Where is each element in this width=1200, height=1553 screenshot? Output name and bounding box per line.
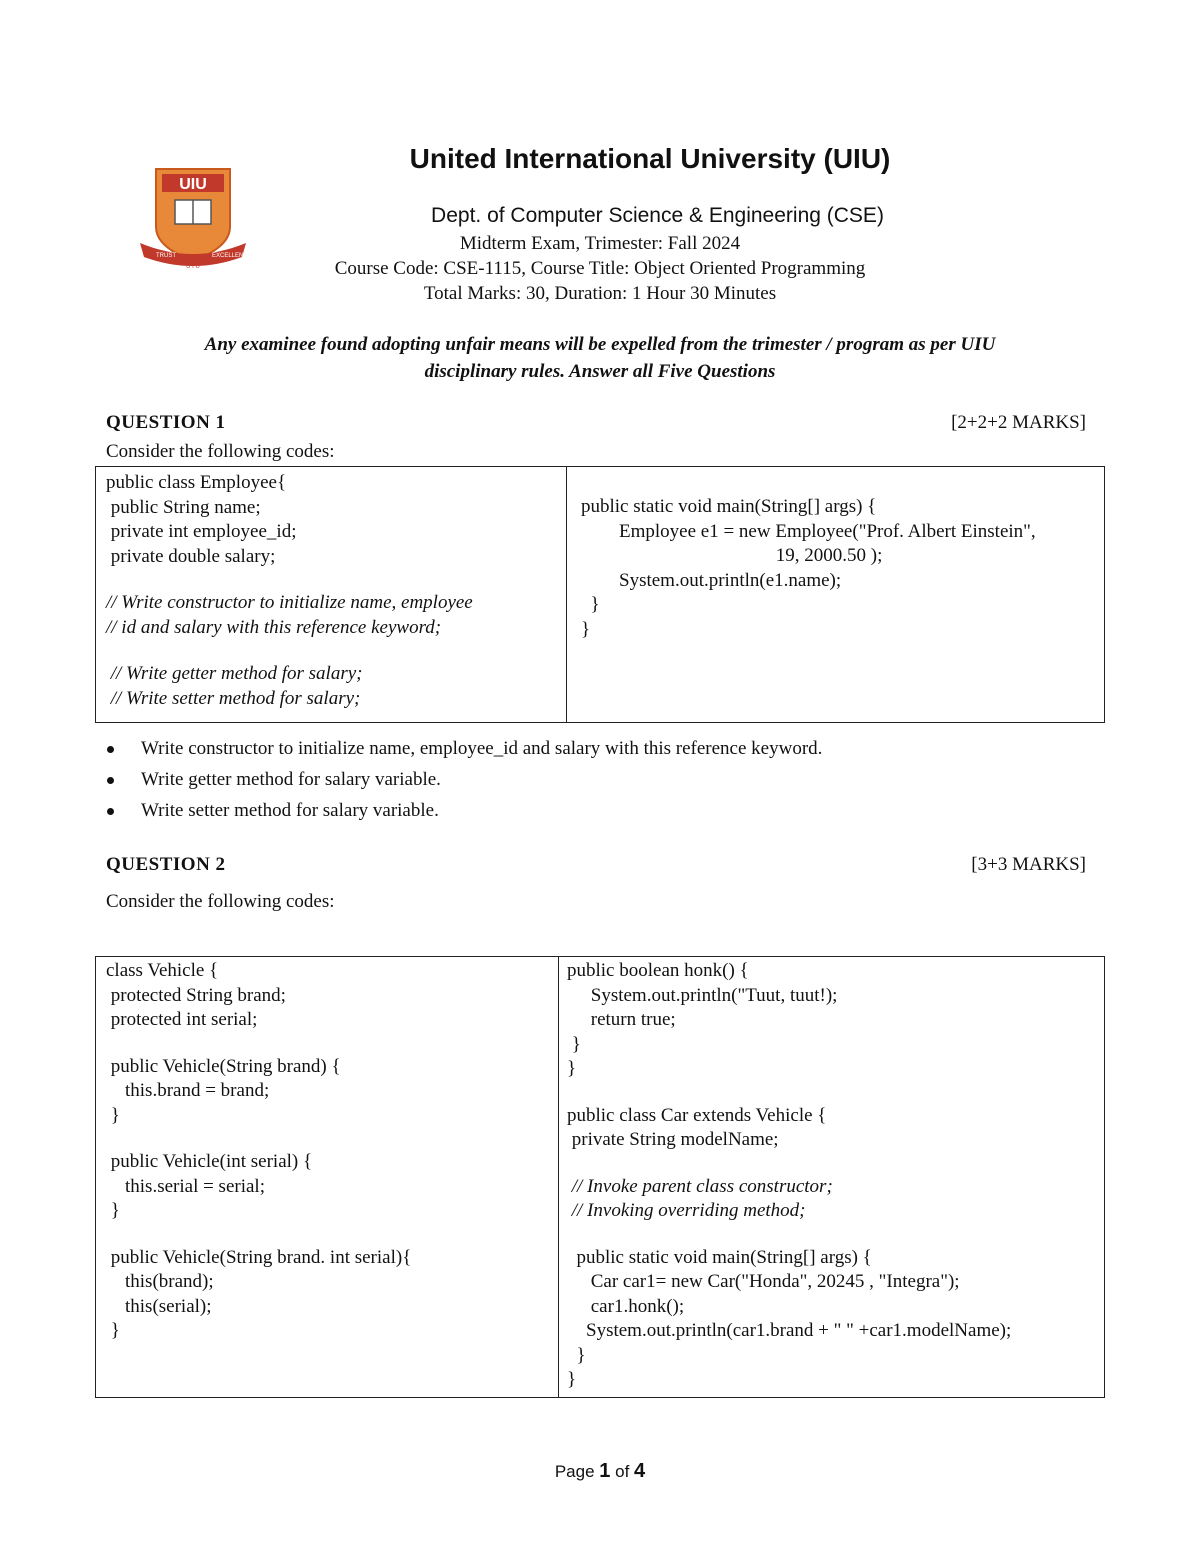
code-line: }: [106, 1320, 120, 1341]
total-pages: 4: [634, 1460, 646, 1482]
question-2-intro: Consider the following codes:: [106, 891, 335, 912]
code-line: class Vehicle {: [106, 960, 219, 981]
code-line: public Vehicle(int serial) {: [106, 1151, 313, 1172]
code-line: [106, 1033, 558, 1055]
code-line: protected int serial;: [106, 1009, 258, 1030]
question-1-intro: Consider the following codes:: [106, 441, 335, 462]
code-line: car1.honk();: [567, 1295, 685, 1317]
task-text: Write constructor to initialize name, employee_id and salary with this reference keyword.: [141, 738, 823, 759]
code-comment: // id and salary with this reference keyword;: [106, 616, 442, 638]
question-1-marks: [2+2+2 MARKS]: [951, 412, 1086, 433]
code-line: }: [581, 618, 591, 640]
code-line: [106, 1224, 558, 1246]
question-2-code-table: [95, 956, 1105, 1398]
code-comment: // Invoke parent class constructor;: [567, 1175, 833, 1197]
code-line: private String modelName;: [567, 1129, 779, 1150]
code-line: public static void main(String[] args) {: [581, 496, 877, 517]
question-2-left-code: [96, 957, 559, 1398]
code-line: return true;: [567, 1009, 676, 1030]
code-line: this.brand = brand;: [106, 1080, 270, 1101]
task-text: Write getter method for salary variable.: [141, 769, 441, 790]
question-2-title: QUESTION 2: [106, 854, 226, 875]
code-line: [567, 1153, 1104, 1175]
code-line: }: [567, 1369, 577, 1390]
code-line: this(brand);: [106, 1271, 214, 1292]
warning-line-2: disciplinary rules. Answer all Five Questions: [424, 361, 776, 382]
code-line: }: [581, 594, 600, 615]
code-comment: // Write constructor to initialize name, employee: [106, 592, 473, 613]
code-line: protected String brand;: [106, 984, 286, 1006]
code-line: public class Employee{: [106, 472, 287, 493]
course-info: Course Code: CSE-1115, Course Title: Object Oriented Programming: [334, 258, 866, 279]
department-name: Dept. of Computer Science & Engineering (CSE): [431, 204, 884, 227]
logo-motto: U I U: [186, 264, 200, 270]
code-line: [106, 640, 566, 662]
logo-ribbon-left: TRUST: [156, 253, 176, 259]
question-2-marks: [3+3 MARKS]: [971, 854, 1086, 875]
code-line: this(serial);: [106, 1295, 212, 1317]
code-line: public class Car extends Vehicle {: [567, 1104, 827, 1126]
current-page: 1: [599, 1460, 611, 1482]
code-line: }: [106, 1200, 120, 1221]
code-line: }: [567, 1058, 577, 1079]
code-comment: // Write setter method for salary;: [106, 687, 361, 709]
code-comment: // Write getter method for salary;: [106, 663, 363, 684]
code-line: public Vehicle(String brand. int serial){: [106, 1246, 412, 1268]
code-line: public String name;: [106, 496, 261, 518]
code-line: [567, 1082, 1104, 1104]
code-line: [567, 1224, 1104, 1246]
code-line: System.out.println("Tuut, tuut!);: [567, 984, 838, 1006]
of-label: of: [615, 1462, 630, 1481]
code-line: public boolean honk() {: [567, 960, 749, 981]
code-line: private int employee_id;: [106, 521, 297, 542]
question-1-title: QUESTION 1: [106, 412, 226, 433]
code-line: public static void main(String[] args) {: [567, 1246, 872, 1268]
page-label: Page: [554, 1462, 595, 1481]
code-line: public Vehicle(String brand) {: [106, 1055, 341, 1077]
question-1-tasks: [100, 735, 822, 828]
logo-ribbon-right: EXCELLENCE: [212, 253, 252, 259]
university-name: United International University (UIU): [409, 143, 891, 174]
code-line: private double salary;: [106, 545, 276, 567]
list-item: [100, 735, 822, 766]
code-line: [106, 1128, 558, 1150]
code-comment: // Invoking overriding method;: [567, 1200, 806, 1221]
code-line: System.out.println(e1.name);: [581, 569, 842, 591]
bullet-icon: [107, 777, 114, 784]
code-line: }: [567, 1344, 586, 1366]
list-item: [100, 766, 822, 797]
task-text: Write setter method for salary variable.: [141, 800, 439, 821]
logo-text: UIU: [179, 176, 207, 193]
uiu-logo: [132, 165, 254, 273]
code-line: this.serial = serial;: [106, 1175, 265, 1197]
list-item: [100, 797, 822, 828]
code-line: System.out.println(car1.brand + " " +car1.modelName);: [567, 1320, 1012, 1341]
bullet-icon: [107, 808, 114, 815]
code-line: Employee e1 = new Employee("Prof. Albert Einstein",: [581, 520, 1036, 542]
code-line: Car car1= new Car("Honda", 20245 , "Integra");: [567, 1271, 960, 1292]
code-line: 19, 2000.50 );: [581, 545, 883, 566]
code-line: [106, 569, 566, 591]
question-1-code-table: [95, 466, 1105, 723]
warning-line-1: Any examinee found adopting unfair means will be expelled from the trimester / program as per UIU: [204, 334, 996, 355]
bullet-icon: [107, 746, 114, 753]
question-2-right-code: [559, 957, 1105, 1398]
page-number: [0, 1460, 1200, 1483]
exam-warning: [130, 331, 1070, 385]
question-1-right-code: [567, 467, 1105, 723]
marks-duration: Total Marks: 30, Duration: 1 Hour 30 Minutes: [423, 283, 777, 304]
code-line: }: [106, 1104, 120, 1126]
question-1-left-code: [96, 467, 567, 723]
code-line: }: [567, 1033, 581, 1055]
exam-info: Midterm Exam, Trimester: Fall 2024: [459, 233, 741, 254]
